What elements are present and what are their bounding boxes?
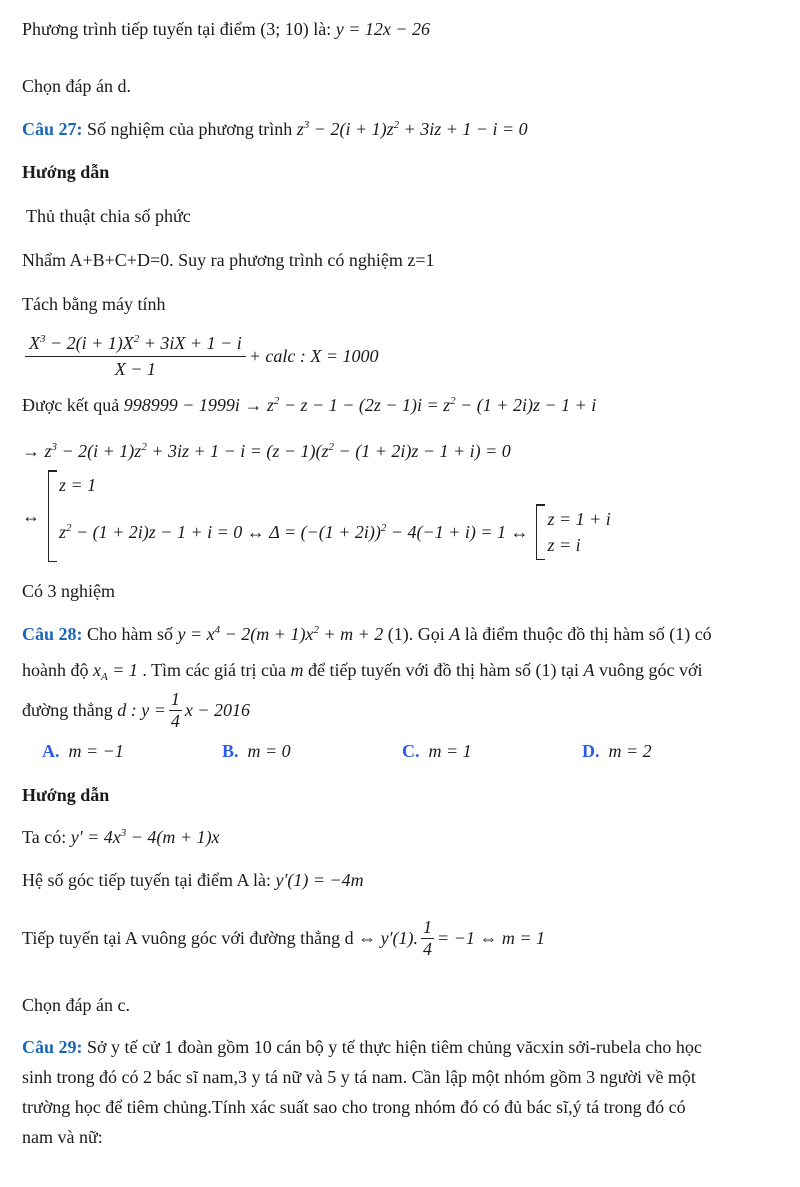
option-c-value: m = 1 — [428, 741, 472, 761]
option-c-letter: C. — [402, 741, 420, 761]
condition-suffix: = −1 ⇔ m = 1 — [437, 928, 545, 948]
case-z-i: z = i — [547, 535, 581, 555]
answer-options-row — [22, 738, 778, 764]
condition-prefix: Tiếp tuyến tại A vuông góc với đường thẳng d ⇔ y′(1). — [22, 928, 419, 948]
huong-dan-heading-27: Hướng dẫn — [22, 162, 110, 182]
equivalence-arrow: ↔ — [22, 505, 40, 526]
fraction-numerator: $X^3 - 2(i + 1)X^2 + 3iX + 1 - i$ — [29, 333, 242, 353]
solution-cases — [22, 470, 778, 562]
question-27-text: Số nghiệm của phương trình $z^3 - 2(i + 1)z^2 + 3iz + 1 - i = 0$ — [82, 119, 528, 139]
question-28-line2: hoành độ $x_A = 1$ . Tìm các giá trị của m để tiếp tuyến với đồ thị hàm số (1) tại A vuông góc với — [22, 660, 703, 683]
fraction-denominator: 4 — [423, 939, 433, 959]
question-28-line3 — [22, 689, 778, 732]
fraction-denominator: 4 — [170, 711, 180, 731]
formula-polynomial-division — [22, 331, 778, 382]
question-28-line1 — [22, 621, 778, 647]
option-c — [402, 738, 582, 764]
question-27-label: Câu 27: — [22, 119, 83, 139]
conclusion-27: Có 3 nghiệm — [22, 581, 115, 601]
step-tach: Tách bằng máy tính — [22, 294, 166, 314]
result-line: Được kết quả $998999 - 1999i \to z^2 - z - 1 - (2z - 1)i = z^2 - (1 + 2i)z - 1 + i$ — [22, 395, 597, 415]
intro-tangent-line: Phương trình tiếp tuyến tại điểm (3; 10) là: y = 12x − 26 — [22, 19, 431, 39]
question-29-line3: trường học để tiêm chủng.Tính xác suất sao cho trong nhóm đó có đủ bác sĩ,ý tá trong đó có — [22, 1097, 686, 1117]
cases-bracket — [48, 470, 611, 562]
inner-cases-bracket — [536, 504, 610, 560]
option-b-value: m = 0 — [247, 741, 291, 761]
case-z-1-plus-i: z = 1 + i — [547, 509, 611, 529]
option-d-letter: D. — [582, 741, 600, 761]
fraction-denominator: X − 1 — [25, 356, 246, 382]
fraction-numerator: 1 — [170, 689, 180, 709]
option-b-letter: B. — [222, 741, 239, 761]
question-29-line2: sinh trong đó có 2 bác sĩ nam,3 y tá nữ và 5 y tá nam. Cần lập một nhóm gồm 3 người về một — [22, 1067, 696, 1087]
option-a-letter: A. — [42, 741, 60, 761]
quadratic-discriminant: $z^2 - (1 + 2i)z - 1 + i = 0$ ↔ $\Delta = (-(1 + 2i))^2 - 4(-1 + i) = 1$ ↔ — [59, 522, 529, 542]
answer-choice-c: Chọn đáp án c. — [22, 995, 130, 1015]
case-z-equals-1: z = 1 — [59, 475, 97, 495]
option-b — [222, 738, 402, 764]
option-d-value: m = 2 — [608, 741, 652, 761]
formula-calc-suffix: + calc : X = 1000 — [248, 346, 379, 366]
slope-line: Hệ số góc tiếp tuyến tại điểm A là: y′(1) = −4m — [22, 870, 364, 890]
option-d — [582, 738, 762, 764]
huong-dan-heading-28: Hướng dẫn — [22, 785, 110, 805]
question-29-text1: Sở y tế cử 1 đoàn gồm 10 cán bộ y tế thực hiện tiêm chủng văcxin sởi-rubela cho học — [82, 1037, 702, 1057]
option-a-value: m = −1 — [68, 741, 124, 761]
question-28-text1: Cho hàm số $y = x^4 - 2(m + 1)x^2 + m + 2$ (1). Gọi A là điểm thuộc đồ thị hàm số (1) có — [82, 624, 712, 644]
question-29-line1 — [22, 1034, 778, 1060]
line-d-prefix: đường thẳng d : y = — [22, 700, 166, 720]
question-29-line4: nam và nữ: — [22, 1127, 103, 1147]
question-29-label: Câu 29: — [22, 1037, 83, 1057]
line-d-suffix: x − 2016 — [184, 700, 251, 720]
factored-equation-line: → $z^3 - 2(i + 1)z^2 + 3iz + 1 - i = (z - 1)(z^2 - (1 + 2i)z - 1 + i) = 0$ — [22, 441, 511, 461]
fraction — [22, 331, 249, 382]
fraction-numerator: 1 — [423, 917, 433, 937]
one-quarter-fraction — [418, 917, 437, 960]
step-thu-thuat: Thủ thuật chia số phức — [26, 206, 191, 226]
derivative-line: Ta có: $y' = 4x^3 - 4(m + 1)x$ — [22, 827, 220, 847]
step-nham: Nhẩm A+B+C+D=0. Suy ra phương trình có nghiệm z=1 — [22, 250, 435, 270]
option-a — [42, 738, 222, 764]
one-quarter-fraction — [166, 689, 185, 732]
question-28-label: Câu 28: — [22, 624, 83, 644]
question-27 — [22, 116, 778, 142]
case-quadratic — [59, 504, 611, 560]
answer-choice-d: Chọn đáp án d. — [22, 76, 131, 96]
perpendicular-condition-line — [22, 917, 778, 960]
